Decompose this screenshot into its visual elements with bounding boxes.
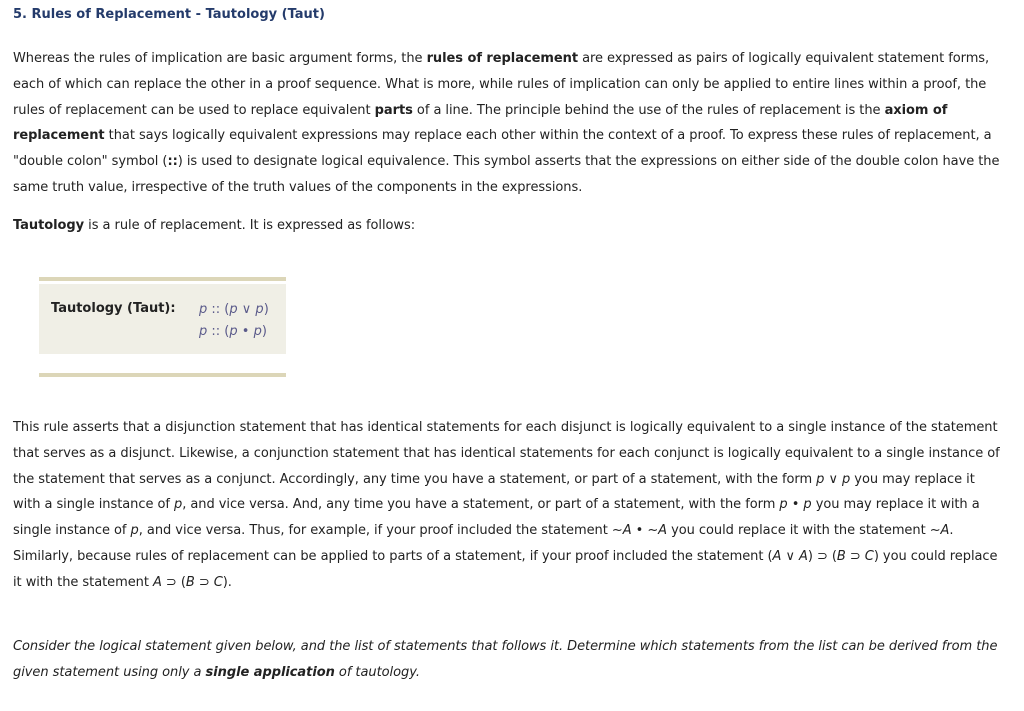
var: A [658,523,668,539]
text: of tautology. [334,664,420,680]
text: ) you could replace it with the statement [13,548,998,590]
var: p [174,497,183,513]
var: A [772,548,782,564]
var: p [803,497,812,513]
var: A [940,523,950,539]
var: A [799,548,808,564]
term-single-application: single application [205,664,335,680]
rule-box [39,277,286,377]
term-rules-of-replacement: rules of replacement [426,51,578,66]
var: p [255,302,264,317]
text: . Similarly, because rules of replacement can be applied to parts of a statement, if your proof included the statement ( [13,523,954,564]
var: A [622,523,632,539]
text: This rule asserts that a disjunction statement that has identical statements for each disjunct is logically equivalent to a single instance of the statement that serves as a disjunct. Likewise, a conjunction statement that has identical statements for each conjunct is logically equivalent to a single instance of the statement that serves as a conjunct. Accordingly, any time you have a statement, or part of a statement, with the form [13,420,1000,487]
text: that says logically equivalent expressions may replace each other within the context of a proof. To express these rules of replacement, a "double colon" symbol ( [13,128,992,170]
var: p [229,302,238,317]
text: , and vice versa. Thus, for example, if your proof included the statement ~ [138,523,623,539]
rule-panel [39,284,286,354]
op: :: ( [207,324,230,339]
term-axiom-of-replacement: axiom of replacement [13,102,948,144]
rule-forms [199,299,269,343]
rule-form-conjunction [199,321,269,343]
rule-bottom-bar [39,373,286,377]
var: p [229,324,238,339]
var: B [836,548,846,564]
text: you may replace it with a single instance of [13,471,975,513]
tautology-intro [13,213,1003,239]
var: p [842,471,851,487]
var: B [185,574,195,590]
text: you could replace it with the statement ~ [667,523,941,539]
text: ∨ [824,471,843,487]
rule-form-disjunction [199,299,269,321]
text: , and vice versa. And, any time you have a statement, or part of a statement, with the form [182,497,780,513]
var: p [130,523,139,539]
text: Consider the logical statement given below, and the list of statements that follows it. Determine which statements from the list can be derived from the given statement using only a [13,639,998,680]
text: of a line. The principle behind the use of the rules of replacement is the [412,102,885,118]
var: C [864,548,874,564]
text: ⊃ [845,548,865,564]
text: ) ⊃ ( [807,548,837,564]
term-tautology: Tautology [13,218,85,233]
connective: • [237,324,254,339]
rule-name: Tautology (Taut): [51,301,176,316]
connective: ∨ [237,302,256,317]
var: C [213,574,223,590]
page-title: 5. Rules of Replacement - Tautology (Taut) [13,7,325,22]
close: ) [261,324,267,339]
text: ). [222,574,232,590]
var: p [199,302,208,317]
text: • ~ [631,523,659,539]
text: Whereas the rules of implication are basic argument forms, the [13,51,427,66]
text: you may replace it with a single instance of [13,497,980,539]
explanation-paragraph [13,415,1003,596]
var: p [779,497,788,513]
question-instructions [13,634,1003,686]
var: p [253,324,262,339]
op: :: ( [207,302,230,317]
text: are expressed as pairs of logically equivalent statement forms, each of which can replace the other in a proof sequence. What is more, while rules of implication can only be applied to entire lines within a proof, the rules of replacement can be used to replace equivalent [13,51,990,118]
double-colon-symbol: :: [167,154,178,170]
text: ) is used to designate logical equivalence. This symbol asserts that the expressions on either side of the double colon have the same truth value, irrespective of the truth values of the components in the expressions. [13,154,1000,195]
term-parts: parts [374,102,413,118]
text: is a rule of replacement. It is expressed as follows: [84,218,416,233]
text: ⊃ ( [161,574,186,590]
var: p [816,471,825,487]
var: A [152,574,162,590]
close: ) [263,302,269,317]
var: p [199,324,208,339]
rule-top-bar [39,277,286,281]
text: • [787,497,804,513]
intro-paragraph [13,46,1003,201]
text: ⊃ [194,574,214,590]
text: ∨ [781,548,799,564]
